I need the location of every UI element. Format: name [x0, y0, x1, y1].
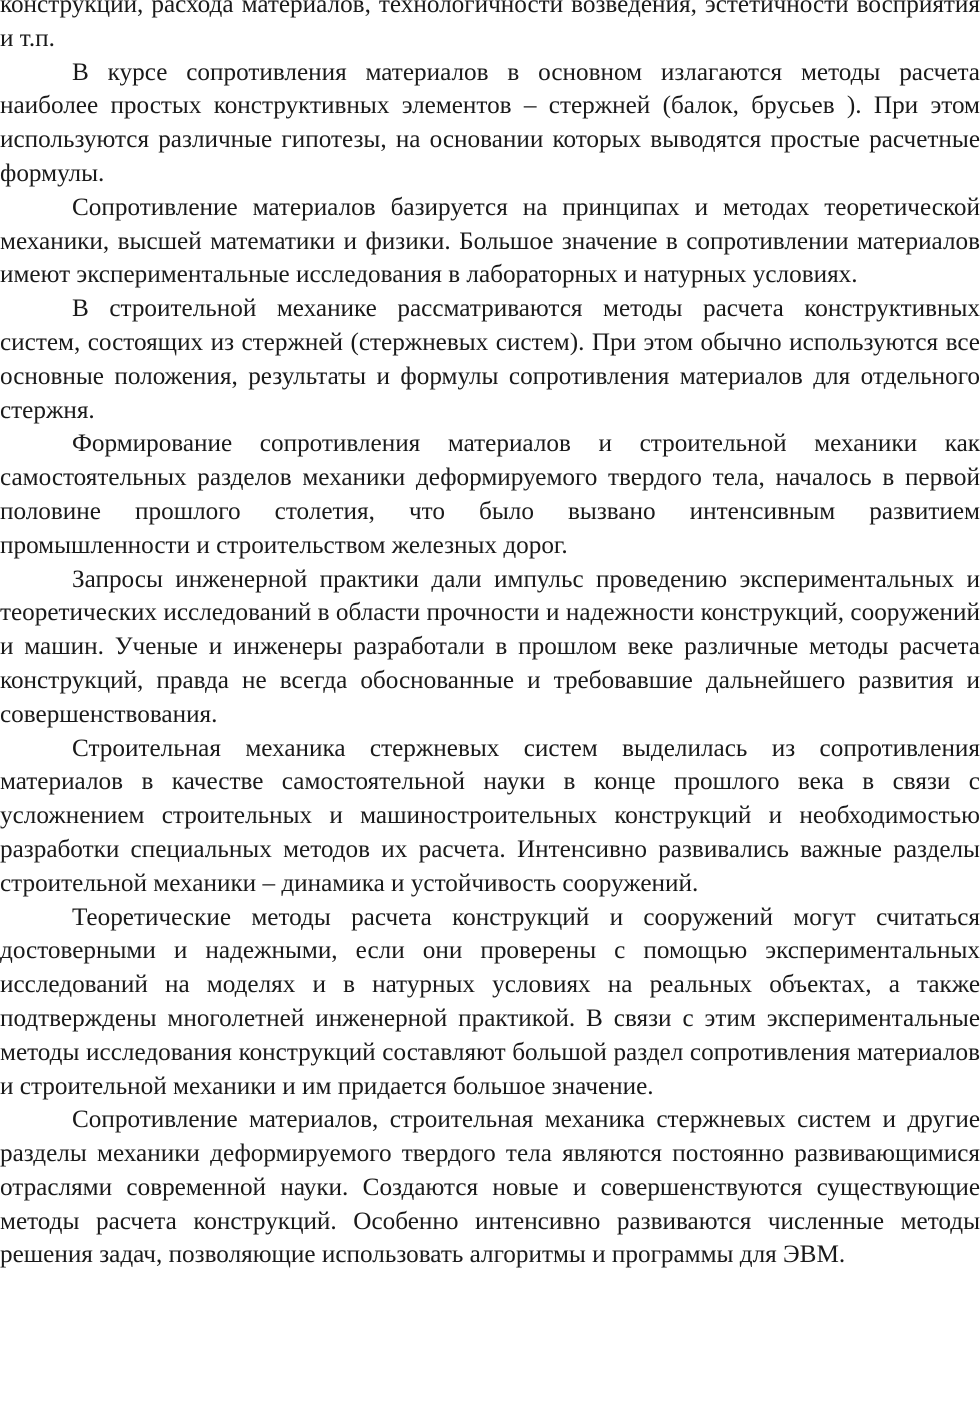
paragraph-strength-of-materials-course: В курсе сопротивления материалов в основном излагаются методы расчета наиболее простых конструктивных элементов – стержней (балок, брусьев ). При этом используются различные гипотезы, на основании которых выводятся простые расчетные формулы. [0, 58, 980, 187]
paragraph-engineering-practice: Запросы инженерной практики дали импульс проведению экспериментальных и теоретических исследований в области прочности и надежности конструкций, сооружений и машин. Ученые и инженеры разработали в прошлом веке различные методы расчета конструкций, правда не всегда обоснованные и требовавшие дальнейшего развития и совершенствования. [0, 565, 980, 728]
paragraph-experimental-methods: Теоретические методы расчета конструкций и сооружений могут считаться достоверными и надежными, если они проверены с помощью экспериментальных исследований на моделях и в натурных условиях на реальных объектах, а также подтверждены многолетней инженерной практикой. В связи с этим экспериментальные методы исследования конструкций составляют большой раздел сопротивления материалов и строительной механики и им придается большое значение. [0, 903, 980, 1100]
paragraph-continued: конструкции, расхода материалов, технологичности возведения, эстетичности восприятия и т.п. [0, 0, 980, 52]
paragraph-formation-history: Формирование сопротивления материалов и строительной механики как самостоятельных разделов механики деформируемого твердого тела, началось в первой половине прошлого столетия, что было вызвано интенсивным развитием промышленности и строительством железных дорог. [0, 430, 980, 559]
paragraph-structural-mechanics: В строительной механике рассматриваются методы расчета конструктивных систем, состоящих из стержней (стержневых систем). При этом обычно используются все основные положения, результаты и формулы сопротивления материалов для отдельного стержня. [0, 295, 980, 424]
paragraph-modern-development: Сопротивление материалов, строительная механика стержневых систем и другие разделы механики деформируемого твердого тела являются постоянно развивающимися отраслями современной науки. Создаются новые и совершенствуются существующие методы расчета конструкций. Особенно интенсивно развиваются численные методы решения задач, позволяющие использовать алгоритмы и программы для ЭВМ. [0, 1106, 980, 1269]
paragraph-rod-systems-mechanics: Строительная механика стержневых систем выделилась из сопротивления материалов в качестве самостоятельной науки в конце прошлого века в связи с усложнением строительных и машиностроительных конструкций и необходимостью разработки специальных методов их расчета. Интенсивно развивались важные разделы строительной механики – динамика и устойчивость сооружений. [0, 734, 980, 897]
paragraph-foundations: Сопротивление материалов базируется на принципах и методах теоретической механики, высшей математики и физики. Большое значение в сопротивлении материалов имеют экспериментальные исследования в лабораторных и натурных условиях. [0, 193, 980, 289]
